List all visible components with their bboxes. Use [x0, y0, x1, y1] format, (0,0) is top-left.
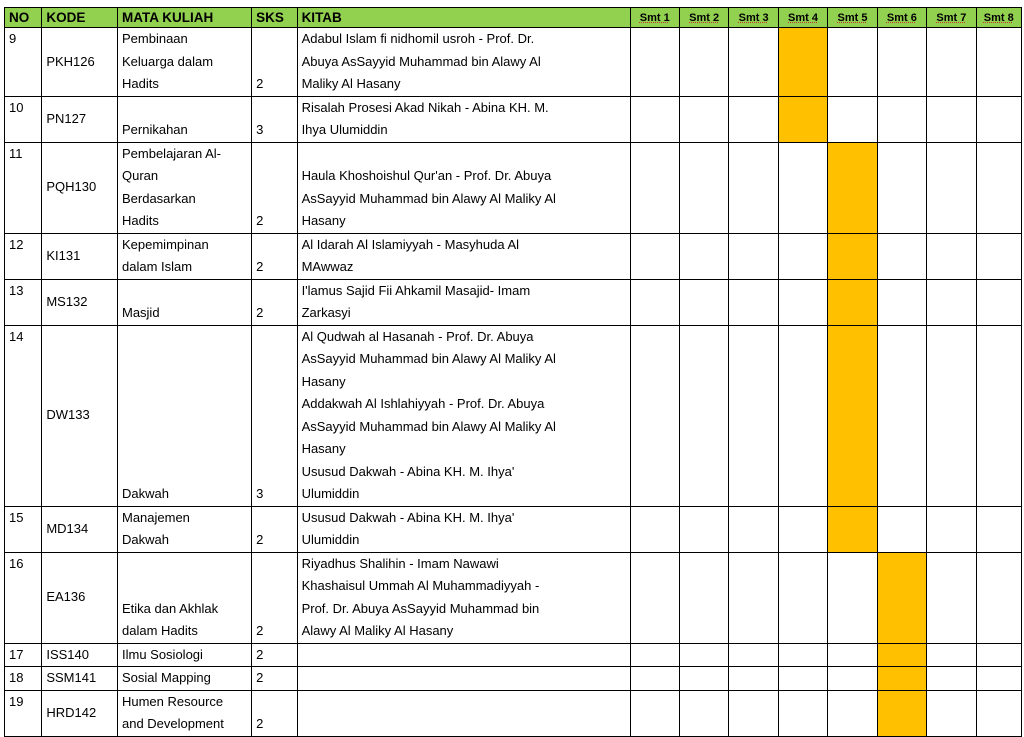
header-smt-5: Smt 5 [828, 8, 877, 28]
mata-kuliah-line: Pembinaan [121, 31, 188, 46]
cell-kode: HRD142 [42, 690, 118, 736]
semester-cell-4 [778, 506, 827, 552]
semester-cell-8 [976, 142, 1021, 233]
cell-no: 16 [5, 552, 42, 643]
cell-kitab [297, 552, 630, 643]
cell-kode: ISS140 [42, 643, 118, 667]
table-row [5, 552, 1022, 643]
kitab-line: Risalah Prosesi Akad Nikah - Abina KH. M. [301, 99, 549, 115]
semester-cell-4 [778, 142, 827, 233]
semester-cell-4 [778, 28, 827, 97]
semester-cell-6 [877, 552, 926, 643]
mata-kuliah-line: Hadits [121, 213, 159, 228]
mata-kuliah-line: and Development [121, 716, 224, 731]
semester-cell-1 [630, 325, 679, 506]
cell-mata-kuliah [117, 28, 251, 97]
kitab-line: Ihya Ulumiddin [301, 122, 388, 137]
header-sks: SKS [252, 8, 297, 28]
cell-kode: SSM141 [42, 667, 118, 691]
semester-cell-5 [828, 96, 877, 142]
semester-cell-4 [778, 643, 827, 667]
semester-cell-1 [630, 643, 679, 667]
semester-cell-3 [729, 325, 778, 506]
mata-kuliah-line: Berdasarkan [121, 190, 196, 206]
cell-no: 11 [5, 142, 42, 233]
cell-no: 14 [5, 325, 42, 506]
cell-no: 17 [5, 643, 42, 667]
semester-cell-2 [679, 142, 728, 233]
kitab-line: AsSayyid Muhammad bin Alawy Al Maliky Al [301, 418, 556, 434]
semester-cell-8 [976, 506, 1021, 552]
mata-kuliah-line: Masjid [121, 305, 160, 320]
semester-cell-2 [679, 279, 728, 325]
semester-cell-5 [828, 279, 877, 325]
cell-kode: PQH130 [42, 142, 118, 233]
kitab-line: AsSayyid Muhammad bin Alawy Al Maliky Al [301, 351, 556, 366]
semester-cell-1 [630, 96, 679, 142]
semester-cell-3 [729, 279, 778, 325]
cell-no: 10 [5, 96, 42, 142]
semester-cell-5 [828, 690, 877, 736]
semester-cell-4 [778, 279, 827, 325]
semester-cell-8 [976, 643, 1021, 667]
semester-cell-5 [828, 233, 877, 279]
semester-cell-1 [630, 667, 679, 691]
cell-no: 9 [5, 28, 42, 97]
semester-cell-5 [828, 325, 877, 506]
semester-cell-7 [927, 233, 976, 279]
mata-kuliah-line: Kepemimpinan [121, 236, 209, 252]
header-smt-4: Smt 4 [778, 8, 827, 28]
kitab-line: Ulumiddin [301, 486, 360, 501]
semester-cell-1 [630, 506, 679, 552]
semester-cell-3 [729, 690, 778, 736]
table-row [5, 667, 1022, 691]
kitab-line: Maliky Al Hasany [301, 76, 401, 91]
cell-kitab [297, 325, 630, 506]
cell-kitab [297, 233, 630, 279]
semester-cell-2 [679, 96, 728, 142]
cell-kitab [297, 690, 630, 736]
semester-cell-6 [877, 96, 926, 142]
semester-cell-1 [630, 233, 679, 279]
semester-cell-5 [828, 552, 877, 643]
cell-sks: 2 [252, 667, 297, 691]
kitab-line: Prof. Dr. Abuya AsSayyid Muhammad bin [301, 600, 540, 616]
header-smt-8: Smt 8 [976, 8, 1021, 28]
semester-cell-8 [976, 552, 1021, 643]
semester-cell-6 [877, 667, 926, 691]
semester-cell-4 [778, 552, 827, 643]
semester-cell-3 [729, 667, 778, 691]
cell-mata-kuliah [117, 667, 251, 691]
kitab-line: Zarkasyi [301, 305, 351, 320]
cell-kode: EA136 [42, 552, 118, 643]
kitab-line: Al Qudwah al Hasanah - Prof. Dr. Abuya [301, 328, 534, 344]
kitab-line: Ususud Dakwah - Abina KH. M. Ihya' [301, 509, 515, 525]
header-smt-3: Smt 3 [729, 8, 778, 28]
cell-mata-kuliah [117, 552, 251, 643]
semester-cell-7 [927, 96, 976, 142]
kitab-line: I'lamus Sajid Fii Ahkamil Masajid- Imam [301, 282, 531, 298]
semester-cell-6 [877, 28, 926, 97]
cell-sks: 3 [252, 325, 297, 506]
kitab-line: Hasany [301, 373, 346, 389]
kitab-line: Abuya AsSayyid Muhammad bin Alawy Al [301, 53, 541, 69]
semester-cell-6 [877, 233, 926, 279]
kitab-line: Addakwah Al Ishlahiyyah - Prof. Dr. Abuya [301, 396, 545, 411]
semester-cell-2 [679, 552, 728, 643]
table-row [5, 142, 1022, 233]
semester-cell-5 [828, 667, 877, 691]
cell-mata-kuliah [117, 643, 251, 667]
kitab-line: Adabul Islam fi nidhomil usroh - Prof. Dr. [301, 31, 535, 46]
mata-kuliah-line: Hadits [121, 76, 159, 91]
cell-sks: 2 [252, 28, 297, 97]
header-kitab: KITAB [297, 8, 630, 28]
semester-cell-7 [927, 279, 976, 325]
cell-sks: 2 [252, 233, 297, 279]
kitab-line: Hasany [301, 213, 346, 228]
semester-cell-8 [976, 233, 1021, 279]
header-smt-1: Smt 1 [630, 8, 679, 28]
cell-sks: 2 [252, 643, 297, 667]
table-row [5, 279, 1022, 325]
semester-cell-6 [877, 142, 926, 233]
semester-cell-3 [729, 28, 778, 97]
cell-kode: DW133 [42, 325, 118, 506]
mata-kuliah-line: Keluarga dalam [121, 53, 214, 69]
semester-cell-6 [877, 325, 926, 506]
semester-cell-6 [877, 690, 926, 736]
semester-cell-1 [630, 142, 679, 233]
cell-kitab [297, 279, 630, 325]
semester-cell-2 [679, 28, 728, 97]
header-row [5, 8, 1022, 28]
kitab-line: MAwwaz [301, 259, 354, 274]
cell-kode: PKH126 [42, 28, 118, 97]
cell-no: 12 [5, 233, 42, 279]
semester-cell-6 [877, 279, 926, 325]
semester-cell-2 [679, 643, 728, 667]
cell-sks: 3 [252, 96, 297, 142]
mata-kuliah-line: Ilmu Sosiologi [121, 646, 203, 662]
semester-cell-7 [927, 506, 976, 552]
semester-cell-4 [778, 690, 827, 736]
semester-cell-4 [778, 325, 827, 506]
table-body [5, 28, 1022, 737]
kitab-line: Riyadhus Shalihin - Imam Nawawi [301, 555, 499, 571]
semester-cell-7 [927, 325, 976, 506]
cell-kitab [297, 28, 630, 97]
cell-sks: 2 [252, 690, 297, 736]
semester-cell-3 [729, 142, 778, 233]
cell-mata-kuliah [117, 506, 251, 552]
semester-cell-7 [927, 552, 976, 643]
mata-kuliah-line: dalam Islam [121, 259, 193, 274]
cell-kode: MS132 [42, 279, 118, 325]
cell-no: 13 [5, 279, 42, 325]
semester-cell-7 [927, 643, 976, 667]
semester-cell-2 [679, 233, 728, 279]
semester-cell-4 [778, 233, 827, 279]
semester-cell-2 [679, 506, 728, 552]
table-row [5, 28, 1022, 97]
semester-cell-3 [729, 96, 778, 142]
cell-kitab [297, 96, 630, 142]
cell-mata-kuliah [117, 142, 251, 233]
table-row [5, 690, 1022, 736]
kitab-line: Ulumiddin [301, 532, 360, 547]
semester-cell-8 [976, 325, 1021, 506]
table-row [5, 233, 1022, 279]
semester-cell-2 [679, 667, 728, 691]
kitab-line: Hasany [301, 441, 346, 456]
mata-kuliah-line: Quran [121, 168, 159, 183]
semester-cell-3 [729, 552, 778, 643]
cell-sks: 2 [252, 552, 297, 643]
semester-cell-8 [976, 28, 1021, 97]
kitab-line: Khashaisul Ummah Al Muhammadiyyah - [301, 578, 540, 593]
cell-sks: 2 [252, 506, 297, 552]
mata-kuliah-line: Dakwah [121, 486, 169, 501]
cell-kitab [297, 667, 630, 691]
cell-no: 19 [5, 690, 42, 736]
semester-cell-4 [778, 667, 827, 691]
cell-no: 15 [5, 506, 42, 552]
mata-kuliah-line: Etika dan Akhlak [121, 600, 219, 616]
cell-kode: KI131 [42, 233, 118, 279]
mata-kuliah-line: Pernikahan [121, 122, 188, 137]
cell-kitab [297, 643, 630, 667]
header-smt-7: Smt 7 [927, 8, 976, 28]
mata-kuliah-line: Manajemen [121, 509, 190, 525]
semester-cell-8 [976, 690, 1021, 736]
semester-cell-2 [679, 690, 728, 736]
cell-sks: 2 [252, 142, 297, 233]
semester-cell-3 [729, 643, 778, 667]
semester-cell-7 [927, 667, 976, 691]
semester-cell-8 [976, 667, 1021, 691]
mata-kuliah-line: Dakwah [121, 532, 169, 547]
cell-mata-kuliah [117, 96, 251, 142]
cell-kitab [297, 506, 630, 552]
cell-mata-kuliah [117, 279, 251, 325]
semester-cell-5 [828, 142, 877, 233]
semester-cell-7 [927, 690, 976, 736]
table-row [5, 643, 1022, 667]
kitab-line: AsSayyid Muhammad bin Alawy Al Maliky Al [301, 190, 556, 206]
header-kode: KODE [42, 8, 118, 28]
semester-cell-5 [828, 28, 877, 97]
cell-kode: MD134 [42, 506, 118, 552]
mata-kuliah-line: Pembelajaran Al- [121, 145, 221, 161]
semester-cell-6 [877, 506, 926, 552]
header-smt-6: Smt 6 [877, 8, 926, 28]
semester-cell-1 [630, 552, 679, 643]
semester-cell-7 [927, 28, 976, 97]
semester-cell-8 [976, 96, 1021, 142]
kitab-line: Ususud Dakwah - Abina KH. M. Ihya' [301, 463, 515, 479]
semester-cell-5 [828, 506, 877, 552]
kitab-line: Haula Khoshoishul Qur'an - Prof. Dr. Abuya [301, 168, 552, 183]
cell-mata-kuliah [117, 690, 251, 736]
table-row [5, 96, 1022, 142]
semester-cell-5 [828, 643, 877, 667]
mata-kuliah-line: dalam Hadits [121, 623, 198, 638]
cell-no: 18 [5, 667, 42, 691]
semester-cell-3 [729, 506, 778, 552]
cell-mata-kuliah [117, 325, 251, 506]
cell-sks: 2 [252, 279, 297, 325]
cell-kitab [297, 142, 630, 233]
header-smt-2: Smt 2 [679, 8, 728, 28]
header-mata-kuliah: MATA KULIAH [117, 8, 251, 28]
mata-kuliah-line: Humen Resource [121, 693, 224, 709]
semester-cell-3 [729, 233, 778, 279]
curriculum-table [4, 7, 1022, 737]
semester-cell-8 [976, 279, 1021, 325]
semester-cell-1 [630, 279, 679, 325]
cell-kode: PN127 [42, 96, 118, 142]
kitab-line: Alawy Al Maliky Al Hasany [301, 623, 454, 638]
semester-cell-4 [778, 96, 827, 142]
table-row [5, 325, 1022, 506]
semester-cell-1 [630, 28, 679, 97]
table-row [5, 506, 1022, 552]
mata-kuliah-line: Sosial Mapping [121, 670, 211, 685]
cell-mata-kuliah [117, 233, 251, 279]
kitab-line: Al Idarah Al Islamiyyah - Masyhuda Al [301, 236, 520, 252]
semester-cell-1 [630, 690, 679, 736]
semester-cell-2 [679, 325, 728, 506]
semester-cell-7 [927, 142, 976, 233]
header-no: NO [5, 8, 42, 28]
semester-cell-6 [877, 643, 926, 667]
